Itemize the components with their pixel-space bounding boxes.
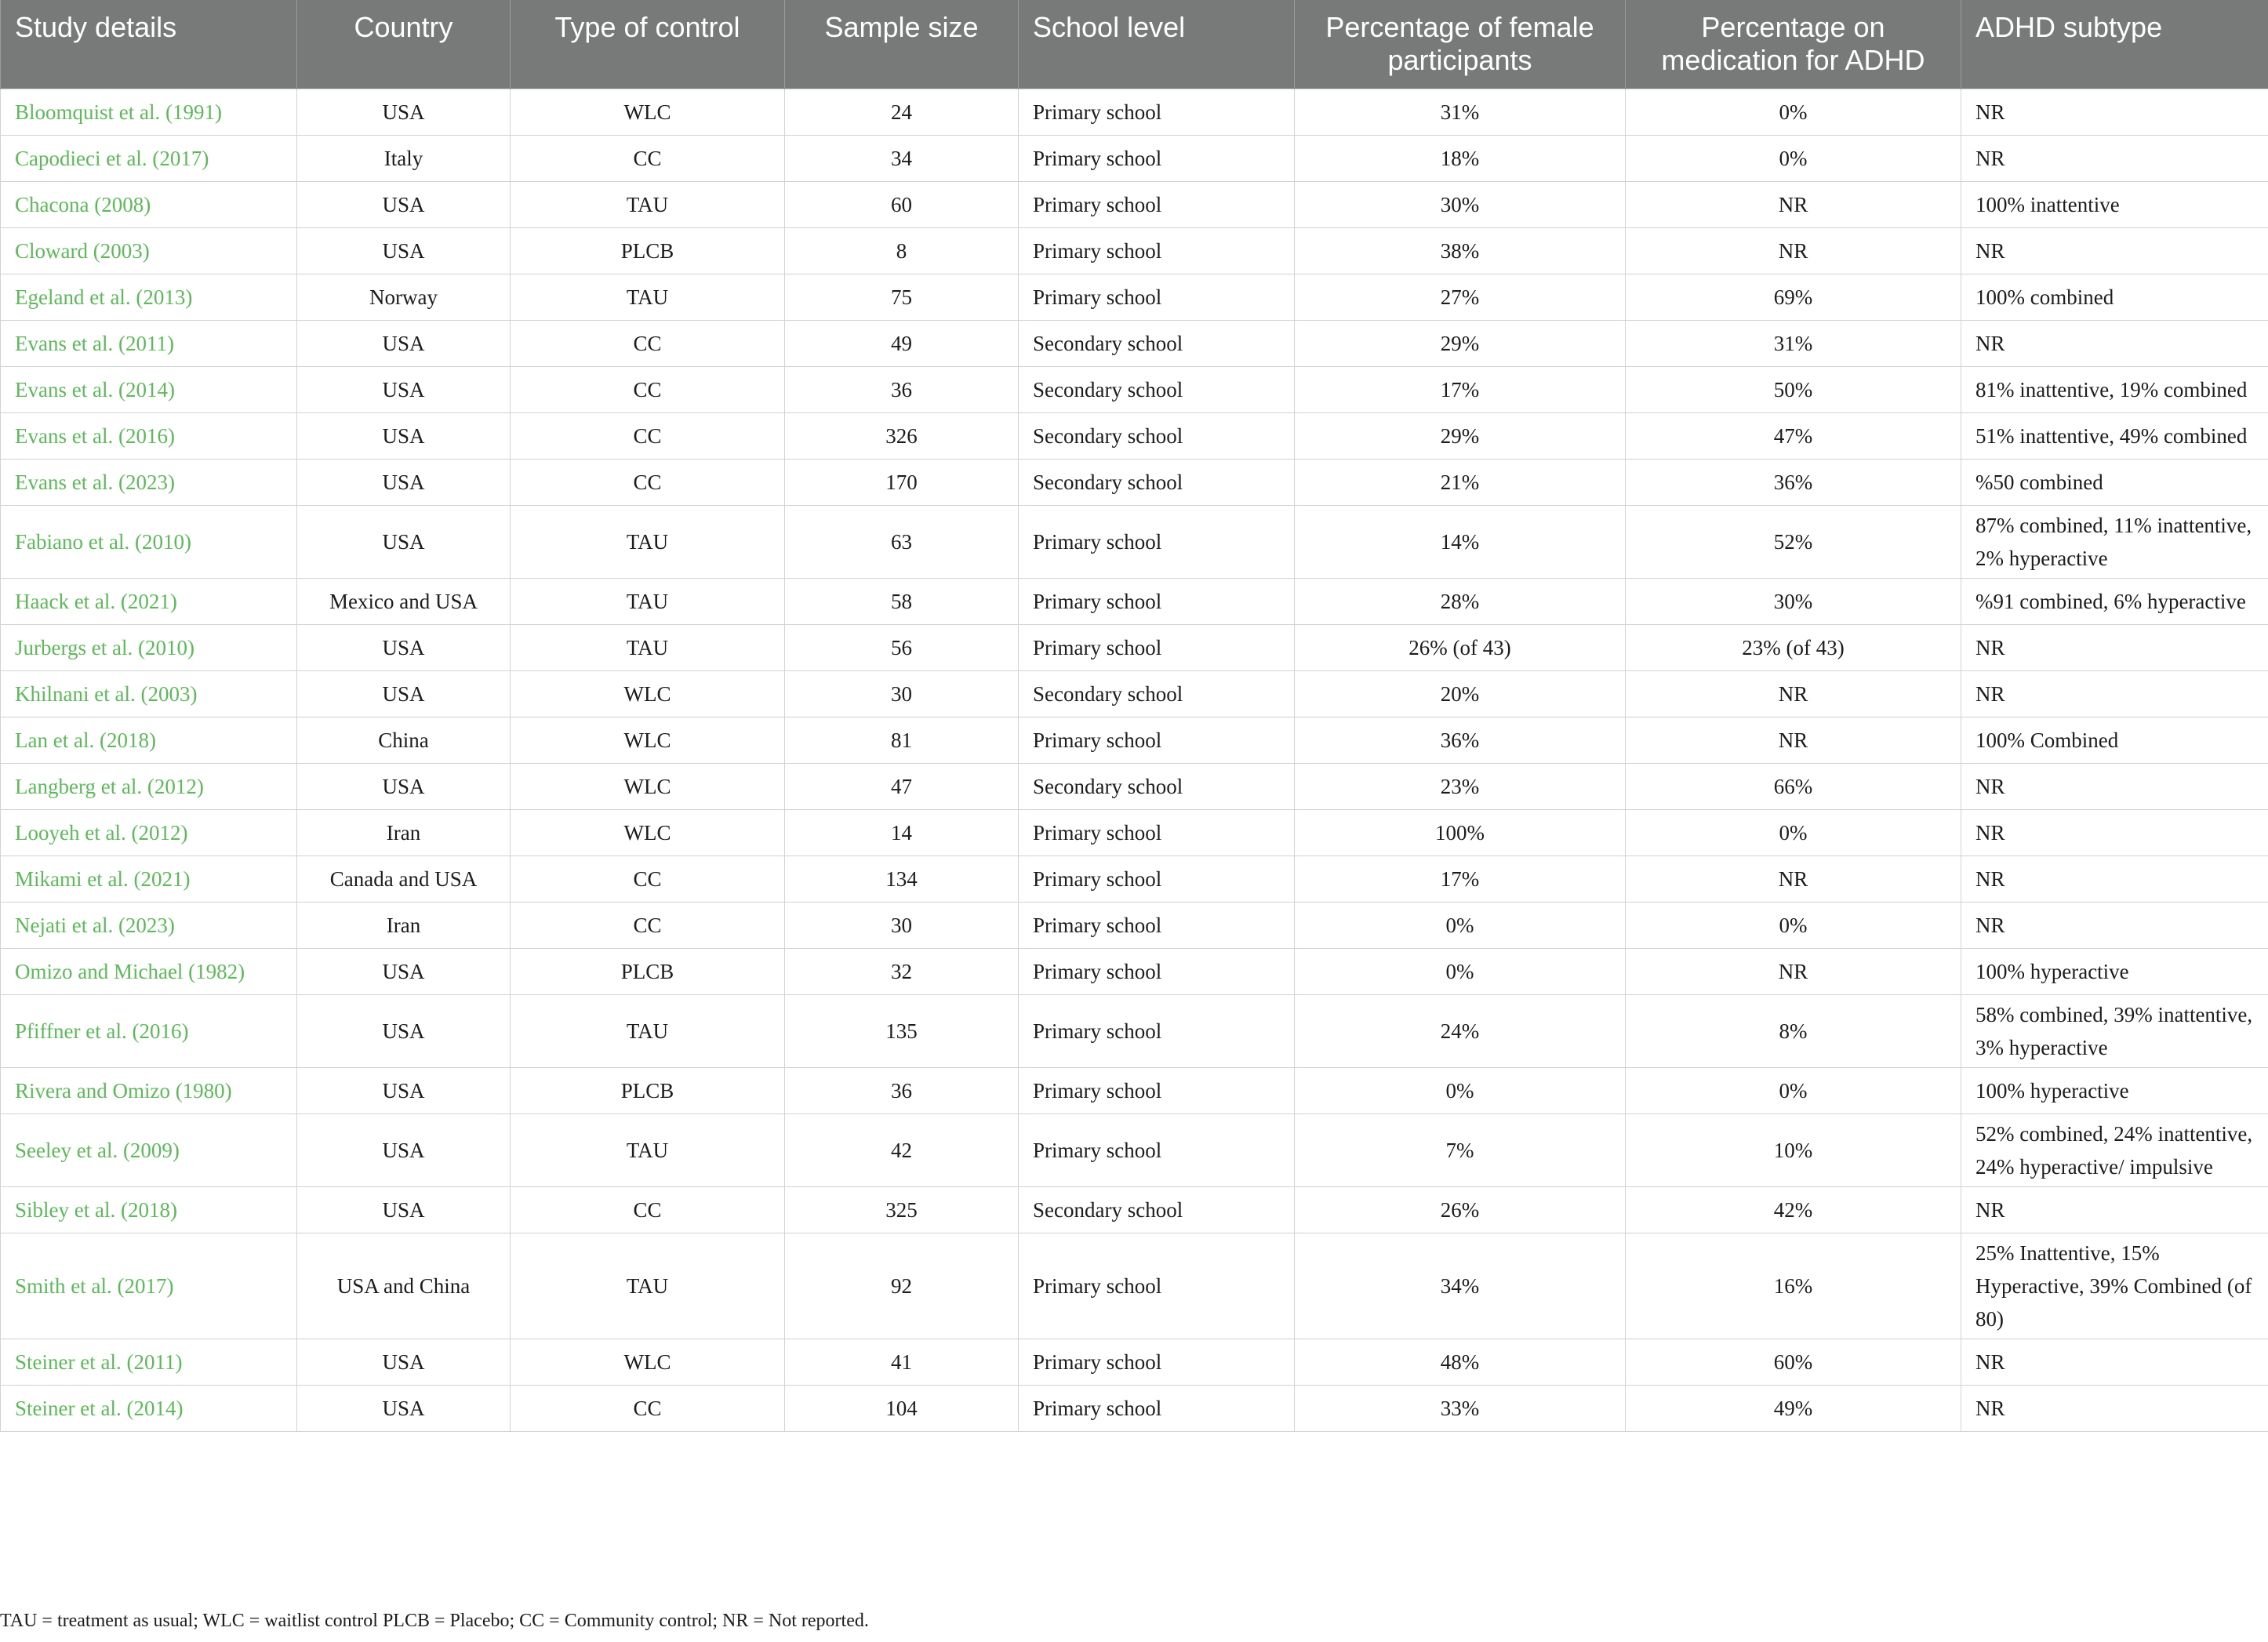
- adhd-subtype-cell: 100% hyperactive: [1961, 1067, 2268, 1113]
- sample-size-cell: 134: [785, 856, 1019, 902]
- table-row: [1, 320, 2268, 366]
- sample-size-cell: 30: [785, 902, 1019, 948]
- type-of-control-cell: WLC: [511, 89, 785, 135]
- adhd-subtype-cell: NR: [1961, 320, 2268, 366]
- country-cell: China: [297, 717, 511, 763]
- table-row: [1, 670, 2268, 717]
- study-link[interactable]: Smith et al. (2017): [1, 1233, 297, 1339]
- percentage-female-cell: 17%: [1295, 366, 1626, 412]
- table-row: [1, 1186, 2268, 1233]
- adhd-subtype-cell: NR: [1961, 809, 2268, 856]
- percentage-medication-cell: 50%: [1626, 366, 1961, 412]
- header-adhd-subtype: ADHD subtype: [1961, 0, 2268, 89]
- type-of-control-cell: CC: [511, 320, 785, 366]
- study-link[interactable]: Seeley et al. (2009): [1, 1113, 297, 1186]
- percentage-medication-cell: NR: [1626, 717, 1961, 763]
- school-level-cell: Secondary school: [1019, 670, 1295, 717]
- country-cell: USA: [297, 459, 511, 505]
- sample-size-cell: 135: [785, 994, 1019, 1067]
- adhd-subtype-cell: NR: [1961, 1186, 2268, 1233]
- percentage-medication-cell: 49%: [1626, 1385, 1961, 1431]
- table-row: [1, 1339, 2268, 1385]
- percentage-female-cell: 17%: [1295, 856, 1626, 902]
- header-row: [1, 0, 2268, 89]
- adhd-subtype-cell: NR: [1961, 135, 2268, 181]
- table-body: [1, 89, 2268, 1431]
- percentage-medication-cell: 16%: [1626, 1233, 1961, 1339]
- country-cell: USA and China: [297, 1233, 511, 1339]
- country-cell: USA: [297, 763, 511, 809]
- country-cell: Italy: [297, 135, 511, 181]
- type-of-control-cell: PLCB: [511, 948, 785, 994]
- percentage-medication-cell: NR: [1626, 670, 1961, 717]
- type-of-control-cell: CC: [511, 135, 785, 181]
- table-row: [1, 1067, 2268, 1113]
- sample-size-cell: 49: [785, 320, 1019, 366]
- adhd-subtype-cell: NR: [1961, 856, 2268, 902]
- percentage-medication-cell: 52%: [1626, 505, 1961, 578]
- country-cell: USA: [297, 670, 511, 717]
- sample-size-cell: 325: [785, 1186, 1019, 1233]
- school-level-cell: Primary school: [1019, 994, 1295, 1067]
- adhd-subtype-cell: 25% Inattentive, 15% Hyperactive, 39% Combined (of 80): [1961, 1233, 2268, 1339]
- sample-size-cell: 30: [785, 670, 1019, 717]
- study-link[interactable]: Capodieci et al. (2017): [1, 135, 297, 181]
- sample-size-cell: 42: [785, 1113, 1019, 1186]
- percentage-female-cell: 24%: [1295, 994, 1626, 1067]
- adhd-subtype-cell: NR: [1961, 1385, 2268, 1431]
- sample-size-cell: 75: [785, 274, 1019, 320]
- percentage-female-cell: 29%: [1295, 320, 1626, 366]
- sample-size-cell: 36: [785, 366, 1019, 412]
- study-link[interactable]: Mikami et al. (2021): [1, 856, 297, 902]
- header-country: Country: [297, 0, 511, 89]
- header-percentage-medication: Percentage on medication for ADHD: [1626, 0, 1961, 89]
- adhd-subtype-cell: NR: [1961, 1339, 2268, 1385]
- table-row: [1, 1385, 2268, 1431]
- percentage-female-cell: 23%: [1295, 763, 1626, 809]
- table-row: [1, 948, 2268, 994]
- header-percentage-female: Percentage of female participants: [1295, 0, 1626, 89]
- country-cell: USA: [297, 227, 511, 274]
- study-link[interactable]: Egeland et al. (2013): [1, 274, 297, 320]
- table-row: [1, 1113, 2268, 1186]
- school-level-cell: Primary school: [1019, 809, 1295, 856]
- percentage-medication-cell: 42%: [1626, 1186, 1961, 1233]
- table-row: [1, 89, 2268, 135]
- school-level-cell: Primary school: [1019, 227, 1295, 274]
- table-row: [1, 459, 2268, 505]
- percentage-medication-cell: NR: [1626, 227, 1961, 274]
- adhd-subtype-cell: 87% combined, 11% inattentive, 2% hyperactive: [1961, 505, 2268, 578]
- type-of-control-cell: TAU: [511, 994, 785, 1067]
- table-row: [1, 624, 2268, 670]
- country-cell: USA: [297, 1339, 511, 1385]
- adhd-subtype-cell: 51% inattentive, 49% combined: [1961, 412, 2268, 459]
- school-level-cell: Primary school: [1019, 1385, 1295, 1431]
- header-school-level: School level: [1019, 0, 1295, 89]
- school-level-cell: Secondary school: [1019, 320, 1295, 366]
- school-level-cell: Primary school: [1019, 505, 1295, 578]
- country-cell: USA: [297, 412, 511, 459]
- study-link[interactable]: Cloward (2003): [1, 227, 297, 274]
- sample-size-cell: 24: [785, 89, 1019, 135]
- adhd-subtype-cell: NR: [1961, 89, 2268, 135]
- school-level-cell: Secondary school: [1019, 412, 1295, 459]
- study-link[interactable]: Jurbergs et al. (2010): [1, 624, 297, 670]
- school-level-cell: Primary school: [1019, 89, 1295, 135]
- country-cell: USA: [297, 89, 511, 135]
- table-footnote: TAU = treatment as usual; WLC = waitlist control PLCB = Placebo; CC = Community control; NR = Not reported.: [0, 1611, 869, 1631]
- study-link[interactable]: Omizo and Michael (1982): [1, 948, 297, 994]
- sample-size-cell: 58: [785, 578, 1019, 624]
- type-of-control-cell: TAU: [511, 578, 785, 624]
- country-cell: Mexico and USA: [297, 578, 511, 624]
- type-of-control-cell: CC: [511, 902, 785, 948]
- percentage-medication-cell: 8%: [1626, 994, 1961, 1067]
- type-of-control-cell: CC: [511, 459, 785, 505]
- adhd-subtype-cell: 81% inattentive, 19% combined: [1961, 366, 2268, 412]
- country-cell: Iran: [297, 809, 511, 856]
- table-row: [1, 717, 2268, 763]
- type-of-control-cell: WLC: [511, 763, 785, 809]
- header-type-of-control: Type of control: [511, 0, 785, 89]
- sample-size-cell: 81: [785, 717, 1019, 763]
- study-link[interactable]: Steiner et al. (2011): [1, 1339, 297, 1385]
- type-of-control-cell: CC: [511, 1186, 785, 1233]
- table-row: [1, 902, 2268, 948]
- study-link[interactable]: Fabiano et al. (2010): [1, 505, 297, 578]
- type-of-control-cell: WLC: [511, 717, 785, 763]
- sample-size-cell: 60: [785, 181, 1019, 227]
- study-link[interactable]: Chacona (2008): [1, 181, 297, 227]
- header-sample-size: Sample size: [785, 0, 1019, 89]
- percentage-medication-cell: 23% (of 43): [1626, 624, 1961, 670]
- study-link[interactable]: Langberg et al. (2012): [1, 763, 297, 809]
- sample-size-cell: 41: [785, 1339, 1019, 1385]
- percentage-female-cell: 34%: [1295, 1233, 1626, 1339]
- percentage-female-cell: 38%: [1295, 227, 1626, 274]
- school-level-cell: Primary school: [1019, 1339, 1295, 1385]
- percentage-female-cell: 29%: [1295, 412, 1626, 459]
- percentage-medication-cell: 30%: [1626, 578, 1961, 624]
- percentage-female-cell: 18%: [1295, 135, 1626, 181]
- school-level-cell: Primary school: [1019, 717, 1295, 763]
- percentage-female-cell: 7%: [1295, 1113, 1626, 1186]
- school-level-cell: Primary school: [1019, 1233, 1295, 1339]
- percentage-female-cell: 20%: [1295, 670, 1626, 717]
- percentage-medication-cell: NR: [1626, 948, 1961, 994]
- header-study-details: Study details: [1, 0, 297, 89]
- type-of-control-cell: PLCB: [511, 1067, 785, 1113]
- school-level-cell: Primary school: [1019, 1067, 1295, 1113]
- sample-size-cell: 14: [785, 809, 1019, 856]
- sample-size-cell: 47: [785, 763, 1019, 809]
- school-level-cell: Primary school: [1019, 274, 1295, 320]
- country-cell: Norway: [297, 274, 511, 320]
- country-cell: USA: [297, 1113, 511, 1186]
- table-row: [1, 809, 2268, 856]
- percentage-female-cell: 0%: [1295, 1067, 1626, 1113]
- sample-size-cell: 56: [785, 624, 1019, 670]
- sample-size-cell: 8: [785, 227, 1019, 274]
- type-of-control-cell: CC: [511, 366, 785, 412]
- table-row: [1, 578, 2268, 624]
- country-cell: Canada and USA: [297, 856, 511, 902]
- school-level-cell: Primary school: [1019, 578, 1295, 624]
- percentage-female-cell: 21%: [1295, 459, 1626, 505]
- percentage-medication-cell: 69%: [1626, 274, 1961, 320]
- study-link[interactable]: Khilnani et al. (2003): [1, 670, 297, 717]
- study-link[interactable]: Haack et al. (2021): [1, 578, 297, 624]
- adhd-subtype-cell: NR: [1961, 227, 2268, 274]
- percentage-medication-cell: 0%: [1626, 809, 1961, 856]
- study-link[interactable]: Steiner et al. (2014): [1, 1385, 297, 1431]
- country-cell: Iran: [297, 902, 511, 948]
- study-link[interactable]: Evans et al. (2011): [1, 320, 297, 366]
- country-cell: USA: [297, 994, 511, 1067]
- type-of-control-cell: CC: [511, 1385, 785, 1431]
- school-level-cell: Primary school: [1019, 624, 1295, 670]
- percentage-medication-cell: NR: [1626, 856, 1961, 902]
- sample-size-cell: 32: [785, 948, 1019, 994]
- percentage-female-cell: 0%: [1295, 948, 1626, 994]
- percentage-medication-cell: 0%: [1626, 89, 1961, 135]
- study-link[interactable]: Sibley et al. (2018): [1, 1186, 297, 1233]
- adhd-subtype-cell: %91 combined, 6% hyperactive: [1961, 578, 2268, 624]
- school-level-cell: Secondary school: [1019, 763, 1295, 809]
- school-level-cell: Secondary school: [1019, 366, 1295, 412]
- table-row: [1, 1233, 2268, 1339]
- school-level-cell: Secondary school: [1019, 1186, 1295, 1233]
- percentage-medication-cell: 10%: [1626, 1113, 1961, 1186]
- school-level-cell: Primary school: [1019, 135, 1295, 181]
- type-of-control-cell: CC: [511, 856, 785, 902]
- country-cell: USA: [297, 1067, 511, 1113]
- study-link[interactable]: Evans et al. (2023): [1, 459, 297, 505]
- sample-size-cell: 170: [785, 459, 1019, 505]
- sample-size-cell: 63: [785, 505, 1019, 578]
- percentage-female-cell: 26%: [1295, 1186, 1626, 1233]
- percentage-female-cell: 31%: [1295, 89, 1626, 135]
- adhd-subtype-cell: 100% Combined: [1961, 717, 2268, 763]
- table-row: [1, 274, 2268, 320]
- percentage-medication-cell: 60%: [1626, 1339, 1961, 1385]
- country-cell: USA: [297, 181, 511, 227]
- percentage-medication-cell: 66%: [1626, 763, 1961, 809]
- sample-size-cell: 36: [785, 1067, 1019, 1113]
- type-of-control-cell: TAU: [511, 181, 785, 227]
- table-row: [1, 227, 2268, 274]
- table-row: [1, 994, 2268, 1067]
- study-link[interactable]: Lan et al. (2018): [1, 717, 297, 763]
- adhd-subtype-cell: 100% inattentive: [1961, 181, 2268, 227]
- adhd-subtype-cell: NR: [1961, 624, 2268, 670]
- school-level-cell: Primary school: [1019, 856, 1295, 902]
- country-cell: USA: [297, 948, 511, 994]
- study-link[interactable]: Evans et al. (2014): [1, 366, 297, 412]
- country-cell: USA: [297, 624, 511, 670]
- country-cell: USA: [297, 505, 511, 578]
- adhd-subtype-cell: NR: [1961, 902, 2268, 948]
- type-of-control-cell: TAU: [511, 624, 785, 670]
- percentage-female-cell: 27%: [1295, 274, 1626, 320]
- type-of-control-cell: TAU: [511, 1113, 785, 1186]
- percentage-medication-cell: 36%: [1626, 459, 1961, 505]
- sample-size-cell: 92: [785, 1233, 1019, 1339]
- percentage-medication-cell: NR: [1626, 181, 1961, 227]
- study-link[interactable]: Looyeh et al. (2012): [1, 809, 297, 856]
- percentage-female-cell: 26% (of 43): [1295, 624, 1626, 670]
- table-row: [1, 366, 2268, 412]
- adhd-subtype-cell: %50 combined: [1961, 459, 2268, 505]
- table-row: [1, 412, 2268, 459]
- country-cell: USA: [297, 366, 511, 412]
- type-of-control-cell: TAU: [511, 274, 785, 320]
- country-cell: USA: [297, 1385, 511, 1431]
- study-link[interactable]: Evans et al. (2016): [1, 412, 297, 459]
- type-of-control-cell: CC: [511, 412, 785, 459]
- percentage-medication-cell: 0%: [1626, 1067, 1961, 1113]
- sample-size-cell: 104: [785, 1385, 1019, 1431]
- percentage-medication-cell: 31%: [1626, 320, 1961, 366]
- table-row: [1, 505, 2268, 578]
- school-level-cell: Primary school: [1019, 948, 1295, 994]
- type-of-control-cell: PLCB: [511, 227, 785, 274]
- percentage-medication-cell: 47%: [1626, 412, 1961, 459]
- table-row: [1, 181, 2268, 227]
- study-link[interactable]: Nejati et al. (2023): [1, 902, 297, 948]
- study-link[interactable]: Pfiffner et al. (2016): [1, 994, 297, 1067]
- percentage-female-cell: 36%: [1295, 717, 1626, 763]
- adhd-subtype-cell: NR: [1961, 670, 2268, 717]
- type-of-control-cell: WLC: [511, 809, 785, 856]
- school-level-cell: Primary school: [1019, 181, 1295, 227]
- percentage-female-cell: 33%: [1295, 1385, 1626, 1431]
- percentage-female-cell: 100%: [1295, 809, 1626, 856]
- country-cell: USA: [297, 1186, 511, 1233]
- adhd-subtype-cell: 100% hyperactive: [1961, 948, 2268, 994]
- adhd-subtype-cell: 58% combined, 39% inattentive, 3% hyperactive: [1961, 994, 2268, 1067]
- percentage-female-cell: 28%: [1295, 578, 1626, 624]
- study-link[interactable]: Rivera and Omizo (1980): [1, 1067, 297, 1113]
- percentage-female-cell: 30%: [1295, 181, 1626, 227]
- percentage-medication-cell: 0%: [1626, 135, 1961, 181]
- adhd-subtype-cell: 100% combined: [1961, 274, 2268, 320]
- school-level-cell: Secondary school: [1019, 459, 1295, 505]
- school-level-cell: Primary school: [1019, 902, 1295, 948]
- percentage-female-cell: 0%: [1295, 902, 1626, 948]
- adhd-subtype-cell: 52% combined, 24% inattentive, 24% hyperactive/ impulsive: [1961, 1113, 2268, 1186]
- table-row: [1, 135, 2268, 181]
- country-cell: USA: [297, 320, 511, 366]
- percentage-female-cell: 14%: [1295, 505, 1626, 578]
- type-of-control-cell: WLC: [511, 670, 785, 717]
- table-row: [1, 763, 2268, 809]
- type-of-control-cell: TAU: [511, 505, 785, 578]
- adhd-subtype-cell: NR: [1961, 763, 2268, 809]
- sample-size-cell: 34: [785, 135, 1019, 181]
- sample-size-cell: 326: [785, 412, 1019, 459]
- percentage-medication-cell: 0%: [1626, 902, 1961, 948]
- percentage-female-cell: 48%: [1295, 1339, 1626, 1385]
- table-row: [1, 856, 2268, 902]
- type-of-control-cell: WLC: [511, 1339, 785, 1385]
- type-of-control-cell: TAU: [511, 1233, 785, 1339]
- study-link[interactable]: Bloomquist et al. (1991): [1, 89, 297, 135]
- school-level-cell: Primary school: [1019, 1113, 1295, 1186]
